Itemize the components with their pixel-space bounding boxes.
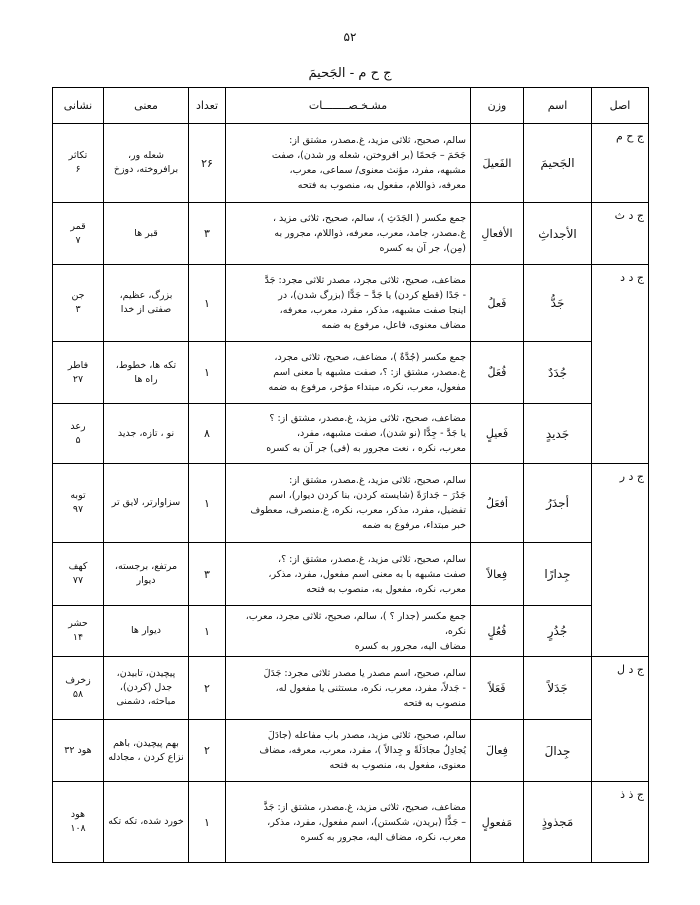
description-line: خبر مبتداء، مرفوع به ضمه: [362, 520, 466, 531]
description-line: صفت مشبهه با به معنی اسم مفعول، مفرد، مذکر،: [268, 568, 466, 580]
description-line: مضاعف، صحیح، ثلاثی مجرد، مصدر ثلاثی مجرد: جَدَّ: [264, 275, 466, 286]
reference-line: ۹۷: [72, 504, 84, 515]
count-cell: ۳: [189, 543, 226, 606]
meaning-line: تکه ها، خطوط،: [115, 359, 177, 371]
reference-line: حشر: [68, 618, 88, 629]
table-row: [53, 720, 649, 782]
pattern-cell: فَعیلٍ: [471, 404, 524, 464]
description-cell: [226, 342, 471, 404]
meaning-cell: [104, 543, 189, 606]
word-cell: جِدالَ: [524, 720, 592, 782]
reference-line: ۶: [75, 164, 81, 175]
header-meaning: معنی: [104, 88, 189, 124]
description-line: سالم، صحیح، ثلاثی مزید، غ.مصدر، مشتق از:: [289, 475, 466, 486]
description-cell: [226, 124, 471, 203]
reference-line: کهف: [68, 561, 88, 572]
pattern-cell: فِعالَ: [471, 720, 524, 782]
meaning-line: بهم پیچیدن، باهم: [113, 737, 179, 749]
root-cell: ج ح م: [592, 124, 649, 203]
meaning-line: مباحثه، دشمنی: [116, 696, 176, 707]
reference-line: هود: [70, 809, 86, 820]
count-cell: ۱: [189, 606, 226, 657]
reference-cell: [53, 124, 104, 203]
meaning-cell: [104, 124, 189, 203]
meaning-cell: [104, 404, 189, 464]
root-cell: ج د ل: [592, 657, 649, 782]
description-line: سالم، صحیح، ثلاثی مزید، غ.مصدر، مشتق از: ؟،: [278, 553, 466, 565]
word-cell: الجَحیمَ: [524, 124, 592, 203]
table-row: [53, 606, 649, 657]
reference-line: ۵: [75, 434, 81, 446]
description-line: اینجا صفت مشبهه، مذکر، مفرد، معرب، معرفه،: [279, 305, 466, 316]
meaning-line: بزرگ، عظیم،: [119, 290, 173, 301]
reference-cell: [53, 543, 104, 606]
meaning-cell: [104, 657, 189, 720]
root-cell: ج د ث: [592, 203, 649, 265]
reference-line: هود ۳۲: [64, 744, 92, 756]
description-line: جَحَمَ – جَحمًا (بر افروختن، شعله ور شدن)، صفت: [271, 150, 466, 161]
pattern-cell: مَفعولٍ: [471, 782, 524, 863]
word-cell: الأجداثِ: [524, 203, 592, 265]
reference-cell: [53, 606, 104, 657]
meaning-line: جدل (کردن)،: [119, 682, 173, 693]
root-cell: ج د د: [592, 265, 649, 464]
table-row: [53, 203, 649, 265]
meaning-line: راه ها: [134, 373, 158, 385]
description-line: – جَذًّا (بریدن، شکستن)، اسم مفعول، مفرد، مذکر،: [267, 816, 466, 828]
meaning-line: نو ، تازه، جدید: [117, 427, 175, 439]
description-line: تفضیل، مفرد، مذکر، معرب، نکره، غ.منصرف، معطوف: [250, 505, 466, 516]
description-line: معرب، نکره، مضاف الیه، مجرور به کسره: [300, 831, 466, 843]
meaning-line: پیچیدن، تابیدن،: [116, 668, 176, 679]
description-line: سالم، صحیح، اسم مصدر یا مصدر ثلاثی مجرد: جَدَلَ: [263, 667, 466, 679]
meaning-line: صفتی از خدا: [120, 304, 172, 315]
word-cell: جِدارًا: [524, 543, 592, 606]
page-title: ج ح م - الجَحیمَ: [308, 66, 392, 81]
description-line: جمع مکسر (جدار ؟ )، سالم، صحیح، ثلاثی مجرد، معرب، نکره،: [245, 610, 466, 637]
description-cell: [226, 265, 471, 342]
description-line: معرب، نکره ، نعت مجرور به (فی) جر آن به کسره: [266, 443, 466, 454]
table-row: [53, 782, 649, 863]
meaning-line: دیوار: [136, 575, 156, 586]
description-line: (مِن)، جر آن به کسره: [379, 243, 466, 254]
meaning-line: سزاوارتر، لایق تر: [111, 497, 181, 508]
reference-line: فاطر: [67, 359, 89, 371]
description-line: معرفه، ذواللام، مفعول به، منصوب به فتحه: [297, 180, 466, 191]
description-cell: [226, 464, 471, 543]
count-cell: ۱: [189, 464, 226, 543]
description-cell: [226, 543, 471, 606]
description-cell: [226, 203, 471, 265]
reference-line: ۷: [75, 234, 81, 246]
reference-cell: [53, 342, 104, 404]
header-ref: نشانی: [53, 88, 104, 124]
page-number: ۵۲: [343, 30, 357, 44]
word-cell: جَدُّ: [524, 265, 592, 342]
table-row: [53, 404, 649, 464]
header-word: اسم: [524, 88, 592, 124]
meaning-line: مرتفع، برجسته،: [114, 561, 178, 572]
meaning-cell: [104, 203, 189, 265]
description-line: مضاف الیه، مجرور به کسره: [354, 640, 466, 652]
meaning-line: خورد شده، تکه تکه: [108, 816, 184, 827]
reference-line: ۳: [75, 304, 81, 315]
description-cell: [226, 782, 471, 863]
description-cell: [226, 606, 471, 657]
table-row: [53, 265, 649, 342]
reference-cell: [53, 782, 104, 863]
reference-cell: [53, 203, 104, 265]
count-cell: ۱: [189, 342, 226, 404]
table-row: [53, 124, 649, 203]
reference-line: ۱۰۸: [70, 823, 86, 834]
description-line: - جَدلاً، مفرد، معرب، نکره، مستثنی یا مفعول له،: [275, 682, 466, 694]
reference-line: ۵۸: [72, 689, 84, 700]
table-row: [53, 657, 649, 720]
description-line: منصوب به فتحه: [403, 697, 466, 709]
reference-cell: [53, 404, 104, 464]
description-line: - جَدًا (قطع کردن) یا جَدَّ – جَدًّا (بزرگ شدن)، در: [278, 290, 466, 301]
description-line: غ.مصدر، جامد، معرب، معرفه، ذواللام، مجرور به: [274, 228, 466, 239]
count-cell: ۳: [189, 203, 226, 265]
count-cell: ۲۶: [189, 124, 226, 203]
table-header-row: [53, 88, 649, 124]
description-line: معرب، نکره، مفعول به، منصوب به فتحه: [306, 583, 466, 595]
description-line: مفعول، معرب، نکره، مبتداء مؤخر، مرفوع به ضمه: [268, 382, 466, 393]
meaning-line: نزاع کردن ، مجادله: [108, 751, 184, 763]
reference-line: جن: [71, 290, 85, 301]
description-cell: [226, 404, 471, 464]
meaning-cell: [104, 606, 189, 657]
description-line: مضاعف، صحیح، ثلاثی مزید، غ.مصدر، مشتق از: ؟: [269, 413, 466, 424]
description-line: جمع مکسر ( الجَدَثِ )، سالم، صحیح، ثلاثی مزید ،: [272, 213, 466, 224]
count-cell: ۱: [189, 782, 226, 863]
description-line: سالم، صحیح، ثلاثی مزید، غ.مصدر، مشتق از:: [289, 135, 466, 146]
description-line: غ.مصدر، مشتق از: ؟، صفت مشبهه با معنی اسم: [273, 367, 466, 378]
reference-cell: [53, 464, 104, 543]
pattern-cell: الفَعیلَ: [471, 124, 524, 203]
count-cell: ۲: [189, 720, 226, 782]
description-line: معنوی، مفعول به، منصوب به فتحه: [329, 760, 466, 771]
pattern-cell: فَعَلاً: [471, 657, 524, 720]
pattern-cell: الأفعالِ: [471, 203, 524, 265]
header-desc: مشـخـصــــــــات: [226, 88, 471, 124]
description-cell: [226, 657, 471, 720]
count-cell: ۸: [189, 404, 226, 464]
header-root: اصل: [592, 88, 649, 124]
reference-line: رعد: [70, 420, 86, 432]
reference-line: تکاثر: [68, 150, 88, 161]
word-cell: أجدَرُ: [524, 464, 592, 543]
meaning-cell: [104, 265, 189, 342]
reference-line: ۲۷: [72, 373, 84, 385]
pattern-cell: فُعُلٍ: [471, 606, 524, 657]
reference-line: زخرف: [65, 675, 91, 686]
description-line: یُجادِلُ مجادَلَةً و جِدالاً )، مفرد، معرب، معرفه، مضاف: [259, 745, 466, 756]
table-row: [53, 543, 649, 606]
reference-cell: [53, 265, 104, 342]
vocabulary-table: [52, 87, 649, 863]
word-cell: جَدَلاً: [524, 657, 592, 720]
meaning-cell: [104, 720, 189, 782]
description-line: مضاعف، صحیح، ثلاثی مزید، غ.مصدر، مشتق از: جَذَّ: [263, 801, 466, 813]
description-line: جَدُرَ – جَدارَةً (شایسته کردن، بنا کردن دیوار)، اسم: [268, 490, 466, 501]
table-row: [53, 464, 649, 543]
pattern-cell: فَعلُ: [471, 265, 524, 342]
reference-line: قمر: [70, 220, 86, 232]
description-line: جمع مکسر (جُدَّةٌ )، مضاعف، صحیح، ثلاثی مجرد،: [274, 352, 466, 363]
description-cell: [226, 720, 471, 782]
reference-line: توبه: [70, 490, 86, 501]
meaning-line: شعله ور،: [127, 150, 165, 161]
count-cell: ۱: [189, 265, 226, 342]
pattern-cell: أفعَلُ: [471, 464, 524, 543]
description-line: یا جَدَّ - جِدًّا (نو شدن)، صفت مشبهه، مفرد،: [296, 428, 466, 439]
root-cell: ج د ر: [592, 464, 649, 657]
pattern-cell: فِعالاً: [471, 543, 524, 606]
root-cell: ج ذ ذ: [592, 782, 649, 863]
reference-cell: [53, 657, 104, 720]
meaning-line: برافروخته، دوزخ: [113, 164, 179, 175]
header-pattern: وزن: [471, 88, 524, 124]
reference-line: ۱۴: [72, 632, 84, 643]
meaning-cell: [104, 782, 189, 863]
word-cell: جُدَدٌ: [524, 342, 592, 404]
description-line: سالم، صحیح، ثلاثی مزید، مصدر باب مفاعله (جادَلَ: [267, 730, 466, 741]
word-cell: جُدُرٍ: [524, 606, 592, 657]
pattern-cell: فُعَلٌ: [471, 342, 524, 404]
description-line: مضاف معنوی، فاعل، مرفوع به ضمه: [321, 320, 466, 331]
meaning-line: قبر ها: [134, 227, 158, 239]
description-line: مشبهه، مفرد، مؤنث معنوی/ سماعی، معرب،: [289, 165, 466, 176]
word-cell: جَدیدٍ: [524, 404, 592, 464]
table-row: [53, 342, 649, 404]
meaning-cell: [104, 342, 189, 404]
meaning-cell: [104, 464, 189, 543]
word-cell: مَجذوذٍ: [524, 782, 592, 863]
reference-line: ۷۷: [72, 575, 84, 586]
count-cell: ۲: [189, 657, 226, 720]
header-count: تعداد: [189, 88, 226, 124]
reference-cell: [53, 720, 104, 782]
meaning-line: دیوار ها: [131, 625, 161, 636]
